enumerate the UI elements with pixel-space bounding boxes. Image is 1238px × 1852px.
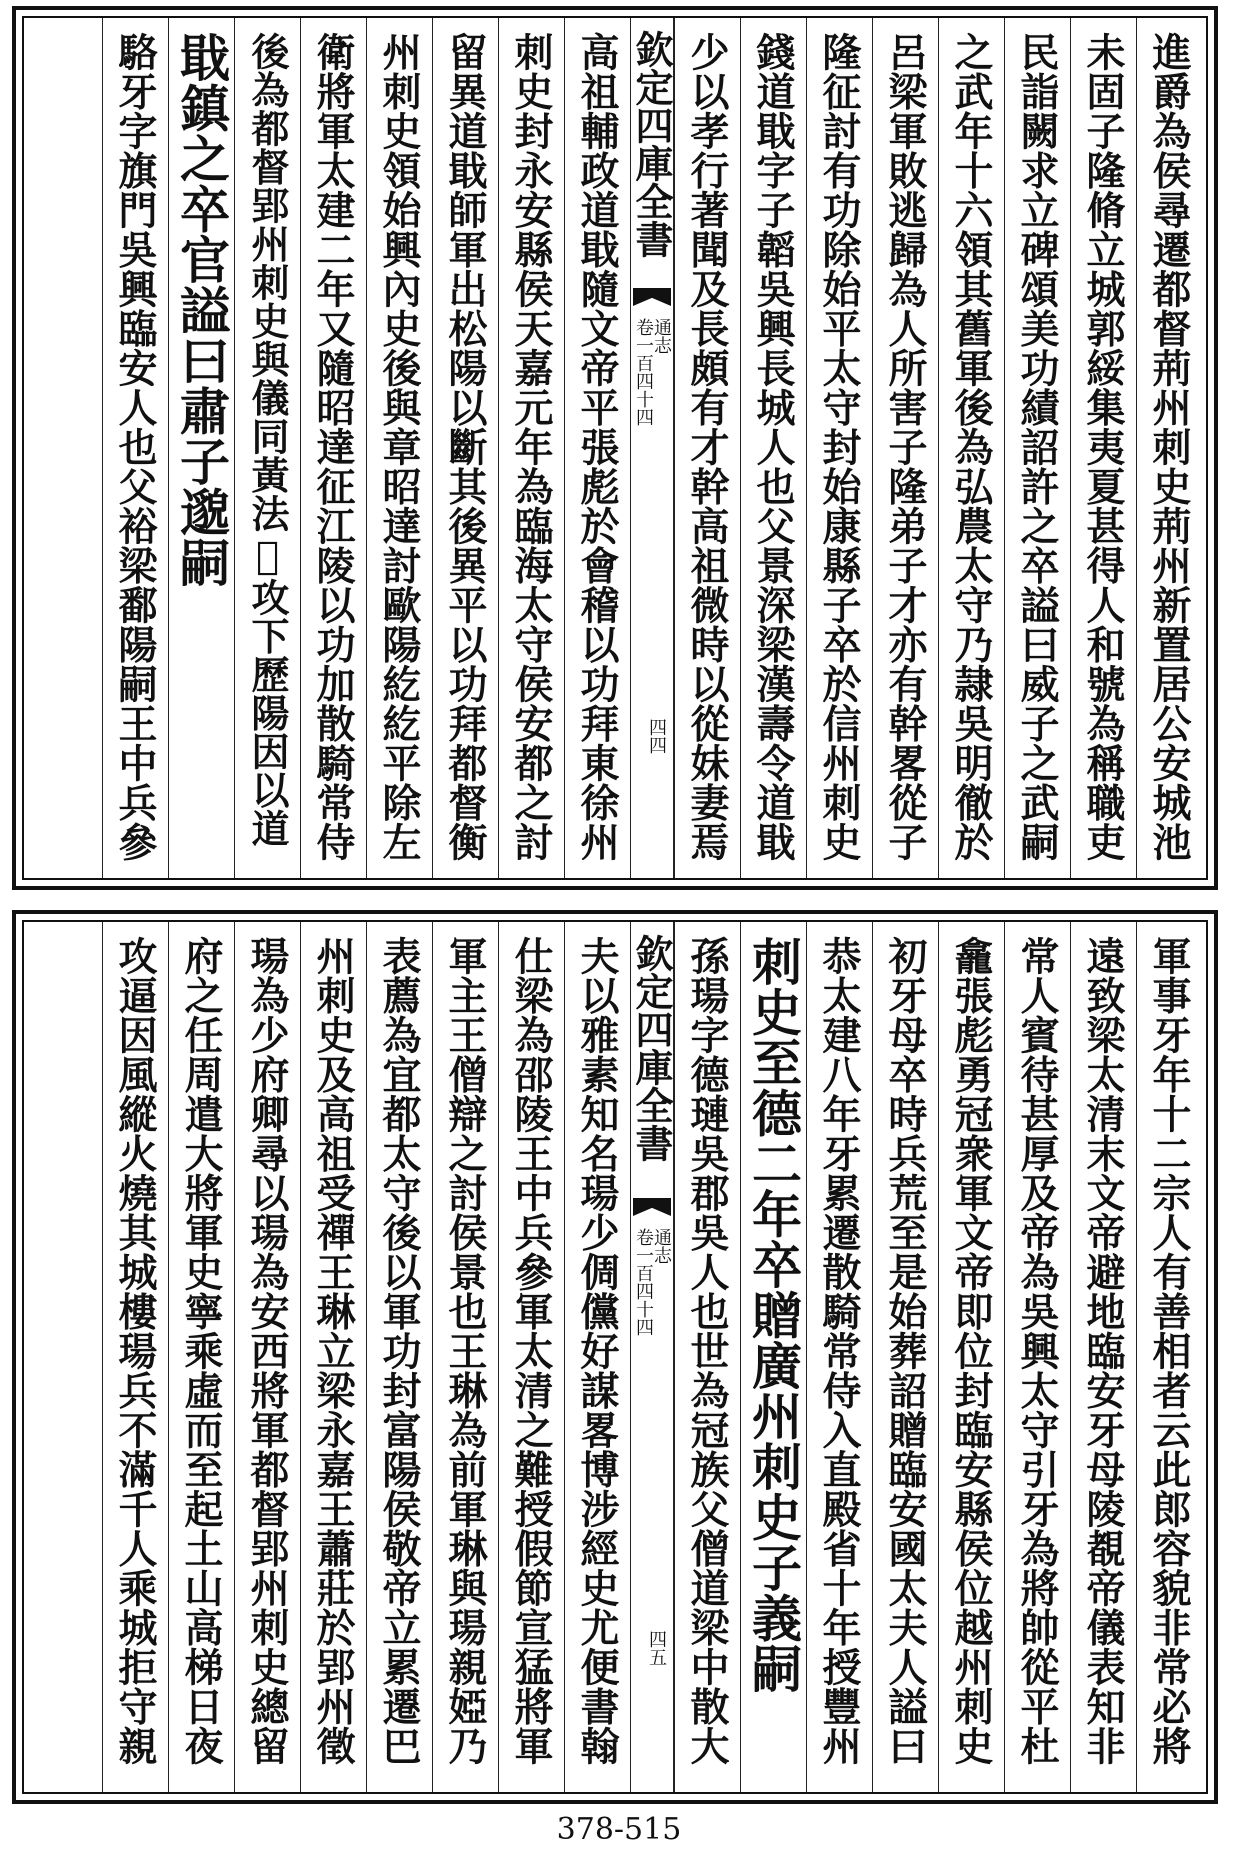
text-column: 初牙母卒時兵荒至是始葬詔贈臨安國太夫人謚曰 — [872, 922, 938, 1792]
volume-number: 卷一百四十四 — [633, 1228, 654, 1336]
page-number: 四五 — [646, 1630, 667, 1666]
book-title: 欽定四庫全書 — [629, 30, 674, 258]
text-column: 刺史封永安縣侯天嘉元年為臨海太守侯安都之討 — [498, 18, 564, 878]
page-number: 四四 — [646, 718, 667, 754]
text-column: 刺史至德二年卒贈廣州刺史子義嗣 — [740, 922, 806, 1792]
bottom-page — [12, 910, 1218, 1804]
text-column: 留異道戢師軍出松陽以斷其後異平以功拜都督衡 — [432, 18, 498, 878]
text-column: 州刺史領始興內史後與章昭達討歐陽紇紇平除左 — [366, 18, 432, 878]
text-column: 呂梁軍敗逃歸為人所害子隆弟子才亦有幹畧從子 — [872, 18, 938, 878]
volume-number: 卷一百四十四 — [633, 318, 654, 426]
text-column: 表薦為宜都太守後以軍功封富陽侯敬帝立累遷巴 — [366, 922, 432, 1792]
text-column: 瑒為少府卿尋以瑒為安西將軍都督郢州刺史總留 — [234, 922, 300, 1792]
book-name: 通志 — [651, 318, 672, 354]
text-column: 常人賓待甚厚及帝為吳興太守引牙為將帥從平杜 — [1004, 922, 1070, 1792]
text-column: 未固子隆脩立城郭綏集夷夏甚得人和號為稱職吏 — [1070, 18, 1136, 878]
page-footer-number: 378-515 — [556, 1812, 682, 1847]
top-page-frame — [22, 16, 1208, 880]
book-title: 欽定四庫全書 — [629, 934, 674, 1162]
book-name: 通志 — [651, 1228, 672, 1264]
text-column: 高祖輔政道戢隨文帝平張彪於會稽以功拜東徐州 — [564, 18, 630, 878]
text-column: 駱牙字旗門吳興臨安人也父裕梁鄱陽嗣王中兵參 — [102, 18, 168, 878]
top-page — [12, 6, 1218, 890]
text-column: 少以孝行著聞及長頗有才幹高祖微時以從妹妻焉 — [674, 18, 740, 878]
text-column: 龕張彪勇冠衆軍文帝即位封臨安縣侯位越州刺史 — [938, 922, 1004, 1792]
text-column: 軍事牙年十二宗人有善相者云此郎容貌非常必將 — [1136, 922, 1202, 1792]
text-column: 戢鎮之卒官謚曰肅子邈嗣 — [168, 18, 234, 878]
text-column: 軍主王僧辯之討侯景也王琳為前軍琳與瑒親婭乃 — [432, 922, 498, 1792]
text-column: 衛將軍太建二年又隨昭達征江陵以功加散騎常侍 — [300, 18, 366, 878]
text-column: 攻逼因風縱火燒其城樓瑒兵不滿千人乘城拒守親 — [102, 922, 168, 1792]
text-column: 夫以雅素知名瑒少倜儻好謀畧博涉經史尤便書翰 — [564, 922, 630, 1792]
text-column: 之武年十六領其舊軍後為弘農太守乃隷吳明徹於 — [938, 18, 1004, 878]
text-column: 後為都督郢州刺史與儀同黃法𣰰攻下歷陽因以道 — [234, 18, 300, 878]
text-column: 州刺史及高祖受禪王琳立梁永嘉王蕭莊於郢州徵 — [300, 922, 366, 1792]
bottom-page-frame — [22, 920, 1208, 1794]
fishtail-mark — [633, 1198, 671, 1216]
fishtail-mark — [633, 288, 671, 306]
text-column: 遠致梁太清末文帝避地臨安牙母陵覩帝儀表知非 — [1070, 922, 1136, 1792]
text-column: 府之任周遣大將軍史寧乘虛而至起土山高梯日夜 — [168, 922, 234, 1792]
text-column: 民詣闕求立碑頌美功績詔許之卒謚曰威子之武嗣 — [1004, 18, 1070, 878]
text-column: 恭太建八年牙累遷散騎常侍入直殿省十年授豐州 — [806, 922, 872, 1792]
center-fold — [630, 922, 674, 1792]
text-column: 孫瑒字德璉吳郡吳人也世為冠族父僧道梁中散大 — [674, 922, 740, 1792]
center-fold — [630, 18, 674, 878]
text-column: 仕梁為邵陵王中兵參軍太清之難授假節宣猛將軍 — [498, 922, 564, 1792]
text-column: 進爵為侯尋遷都督荊州刺史荊州新置居公安城池 — [1136, 18, 1202, 878]
text-column: 隆征討有功除始平太守封始康縣子卒於信州刺史 — [806, 18, 872, 878]
text-column: 錢道戢字子韜吳興長城人也父景深梁漢壽令道戢 — [740, 18, 806, 878]
